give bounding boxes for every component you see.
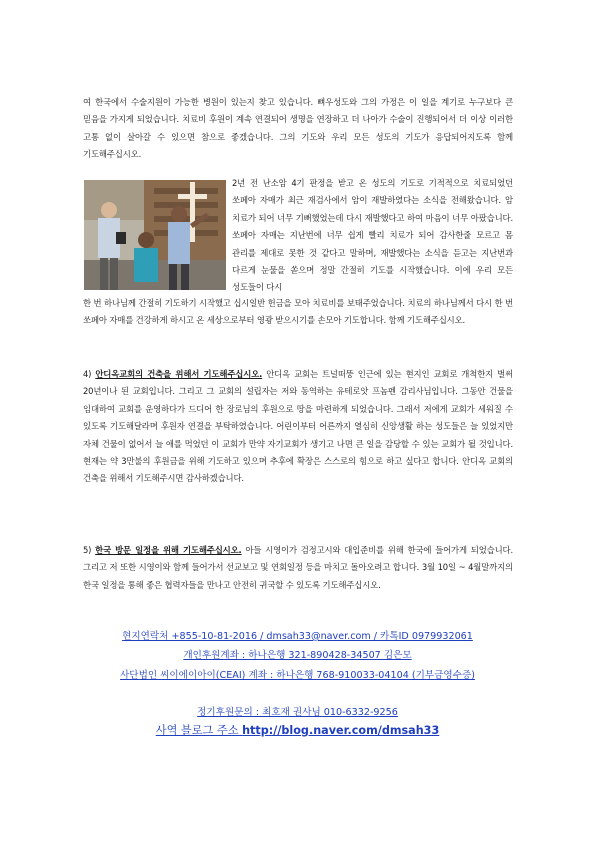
item-number: 5) — [83, 545, 96, 555]
contact-line[interactable]: 현지연락처 +855-10-81-2016 / dmsah33@naver.com / 카톡ID 0979932061 — [122, 631, 473, 642]
paragraph-sophea-cont: 한 번 하나님께 간절히 기도하기 시작했고 십시일반 헌금을 모아 치료비를 보태주었습니다. 치료의 하나님께서 다시 한 번 쏘페아 자매를 건강하게 하시고 온 세상으로부터 영광 받으시기를 손모아 기도합니다. 함께 기도해주십시오. — [83, 298, 513, 326]
footer-blog — [0, 722, 595, 738]
regular-support-line: 정기후원문의 : 최호재 권사님 010-6332-9256 — [197, 707, 398, 718]
blog-label: 사역 블로그 주소 — [155, 724, 243, 737]
paragraph-korea-visit — [83, 542, 513, 594]
photo-prayer-meeting — [84, 180, 226, 290]
footer-ceai-account — [0, 667, 595, 681]
paragraph-sophea-side: 2년 전 난소암 4기 판정을 받고 온 성도의 기도로 기적적으로 치료되었던 쏘페아 자매가 최근 재검사에서 암이 재발하였다는 소식을 전해왔습니다. 암 치료가 되어 너무 기뻐했었는데 다시 재발했다고 하여 마음이 너무 아팠습니다. 쏘페아 자매는 지난번에 너무 쉽게 빨리 치료가 되어 감사한줄 모르고 몸 관리를 제대로 못한 것 같다고 말하며, 재발했다는 소식을 듣고는 지난번과 다르게 눈물을 쏟으며 정말 간절히 기도를 시작했습니다. 이에 우리 모든 성도들이 다시 — [232, 178, 513, 293]
paragraph-surgery-support: 여 한국에서 수술지원이 가능한 병원이 있는지 찾고 있습니다. 뼈우성도와 그의 가정은 이 일을 계기로 누구보다 큰 믿음을 가지게 되었습니다. 치료비 후원이 계속 연결되어 생명을 연장하고 더 나아가 수술이 진행되어서 더 이상 이러한 고통 없이 살아갈 수 있으면 참으로 좋겠습니다. 그의 기도와 우리 모든 성도의 기도가 응답되어지도록 함께 기도해주십시오. — [83, 97, 513, 160]
blog-line — [156, 724, 439, 737]
prayer-heading-korea: 한국 방문 일정을 위해 기도해주십시오. — [95, 545, 242, 555]
paragraph-body: 아들 시영이가 검정고시와 대입준비를 위해 한국에 들어가게 되었습니다. 그리고 저 또한 시영이와 함께 들어가서 선교보고 및 연회일정 등을 마치고 돌아오려고 합니다. 3월 10일 ~ 4월말까지의 한국 일정을 통해 좋은 협력자들을 만나고 안전히 귀국할 수 있도록 기도해주십시오. — [83, 545, 513, 590]
personal-account-line: 개인후원계좌 : 하나은행 321-890428-34507 김은모 — [183, 650, 412, 661]
footer-personal-account — [0, 647, 595, 661]
paragraph-antioch-church — [83, 366, 513, 488]
ceai-account-line: 사단법인 씨이에이아이(CEAI) 계좌 : 하나은행 768-910033-04104 (기부금영수증) — [120, 670, 475, 681]
paragraph-body: 안디옥 교회는 트널떠뚱 인근에 있는 현지인 교회로 개척한지 벌써 20년이나 된 교회입니다. 그리고 그 교회의 설립자는 저와 동역하는 유테로앗 프놈펜 감리사님입니다. 그동안 건물을 임대하여 교회를 운영하다가 드디어 한 장로님의 후원으로 땅을 마련하게 되었습니다. 그래서 저에게 교회가 세워질 수 있도록 기도해달라며 후원자 연결을 부탁하였습니다. 어린이부터 어른까지 열심히 신앙생활 하는 성도들은 늘 있었지만 자체 건물이 없어서 늘 애를 먹었던 이 교회가 만약 자기교회가 생기고 나면 큰 일을 감당할 수 있는 교회가 될 것입니다. 현재는 약 3만불의 후원금을 위해 기도하고 있으며 추후에 확장은 스스로의 힘으로 하고 싶다고 합니다. 안디옥 교회의 건축을 위해서 기도해주시면 감사하겠습니다. — [83, 369, 514, 484]
footer-contact — [0, 628, 595, 642]
prayer-heading-antioch: 안디옥교회의 건축을 위해서 기도해주십시오. — [95, 369, 263, 379]
footer-regular-support — [0, 704, 595, 718]
blog-link[interactable]: http://blog.naver.com/dmsah33 — [242, 724, 440, 737]
item-number: 4) — [83, 369, 96, 379]
